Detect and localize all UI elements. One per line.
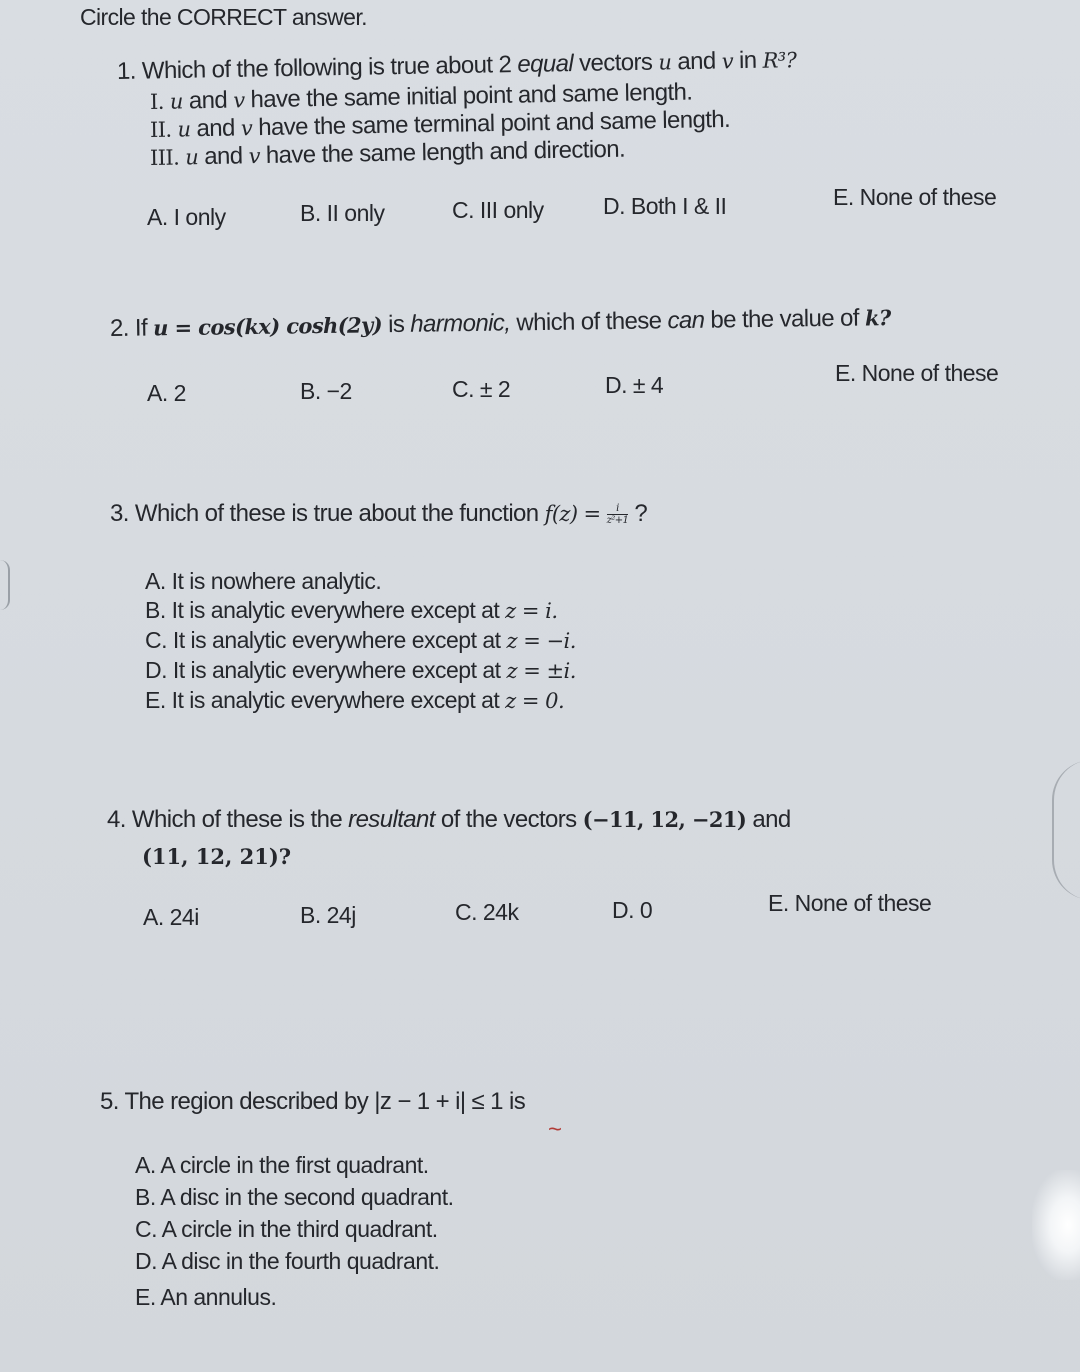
emphasis-can: can — [667, 306, 705, 335]
vector-2: (11, 12, 21)? — [142, 844, 292, 869]
roman-numeral: II. — [149, 117, 172, 142]
function-f: f(z) = — [544, 502, 601, 526]
q2-option-c[interactable]: C. ± 2 — [452, 376, 511, 402]
paper-edge-right — [1052, 760, 1080, 900]
q3-option-b[interactable]: B. It is analytic everywhere except at z = i. — [145, 597, 558, 623]
q4-option-d[interactable]: D. 0 — [612, 897, 653, 923]
question-4-stem: 4. Which of these is the resultant of the vectors (−11, 12, −21) and — [107, 806, 791, 833]
q5-option-c[interactable]: C. A circle in the third quadrant. — [135, 1216, 438, 1242]
q2-option-e[interactable]: E. None of these — [835, 360, 999, 386]
var-v: v — [721, 49, 734, 74]
question-number: 2. — [109, 314, 130, 342]
q4-option-c[interactable]: C. 24k — [455, 899, 519, 925]
var-k: k? — [864, 305, 891, 331]
q3-option-a[interactable]: A. It is nowhere analytic. — [145, 568, 382, 594]
q3-option-d[interactable]: D. It is analytic everywhere except at z = ±i. — [145, 657, 576, 683]
vector-1: (−11, 12, −21) — [582, 807, 747, 832]
q3-option-c[interactable]: C. It is analytic everywhere except at z = −i. — [145, 627, 576, 653]
q1-option-a[interactable]: A. I only — [147, 204, 226, 230]
q4-option-e[interactable]: E. None of these — [768, 890, 932, 916]
space-r3: R³? — [762, 48, 797, 73]
paper-edge-left — [0, 560, 10, 610]
question-number: 4. — [107, 806, 126, 833]
q4-option-b[interactable]: B. 24j — [300, 902, 356, 928]
pen-mark: ~ — [548, 1116, 563, 1143]
question-1-stem — [117, 46, 797, 86]
question-text: Which of the following is true about 2 — [141, 51, 512, 85]
fraction-denominator: z²+1 — [606, 515, 629, 527]
statement-3: III. u and v have the same length and direction. — [149, 135, 626, 171]
question-number: 3. — [110, 500, 129, 527]
q2-option-d[interactable]: D. ± 4 — [605, 372, 664, 398]
q2-option-b[interactable]: B. −2 — [300, 378, 352, 404]
harmonic-expression: u = cos(kx) cosh(2y) — [152, 312, 383, 341]
emphasis-harmonic: harmonic, — [410, 309, 511, 338]
instruction: Circle the CORRECT answer. — [80, 4, 367, 30]
question-2-stem: 2. If u = cos(kx) cosh(2y) is harmonic, which of these can be the value of k? — [109, 304, 891, 342]
question-5-stem: 5. The region described by |z − 1 + i| ≤ 1 is — [100, 1088, 526, 1115]
q1-option-e[interactable]: E. None of these — [833, 184, 997, 210]
q5-option-b[interactable]: B. A disc in the second quadrant. — [135, 1184, 454, 1210]
question-number: 5. — [100, 1088, 119, 1115]
q1-option-b[interactable]: B. II only — [300, 200, 385, 226]
q5-option-a[interactable]: A. A circle in the first quadrant. — [135, 1152, 429, 1178]
question-text: and — [677, 47, 716, 76]
fraction — [607, 503, 629, 526]
statement-2: II. u and v have the same terminal point and same length. — [149, 105, 731, 143]
q3-option-e[interactable]: E. It is analytic everywhere except at z = 0. — [145, 687, 565, 713]
emphasis-resultant: resultant — [348, 806, 435, 833]
var-u: u — [658, 50, 672, 75]
roman-numeral: I. — [149, 89, 164, 114]
question-3-stem: 3. Which of these is true about the function f(z) = $\frac{i}{\text{z²+1}}$ ? — [110, 500, 648, 527]
q5-option-d[interactable]: D. A disc in the fourth quadrant. — [135, 1248, 440, 1274]
roman-numeral: III. — [149, 145, 180, 170]
question-text: vectors — [578, 48, 653, 77]
question-text: in — [738, 46, 757, 75]
emphasis-equal: equal — [517, 50, 574, 79]
q1-option-c[interactable]: C. III only — [452, 197, 544, 223]
q2-option-a[interactable]: A. 2 — [147, 380, 186, 406]
statement-1: I. u and v have the same initial point and same length. — [149, 78, 693, 115]
q4-option-a[interactable]: A. 24i — [143, 904, 199, 930]
q5-option-e[interactable]: E. An annulus. — [135, 1284, 277, 1310]
question-number: 1. — [116, 57, 137, 85]
q1-option-d[interactable]: D. Both I & II — [603, 193, 727, 219]
light-glare — [1032, 1170, 1080, 1280]
fraction-numerator: i — [607, 503, 629, 515]
